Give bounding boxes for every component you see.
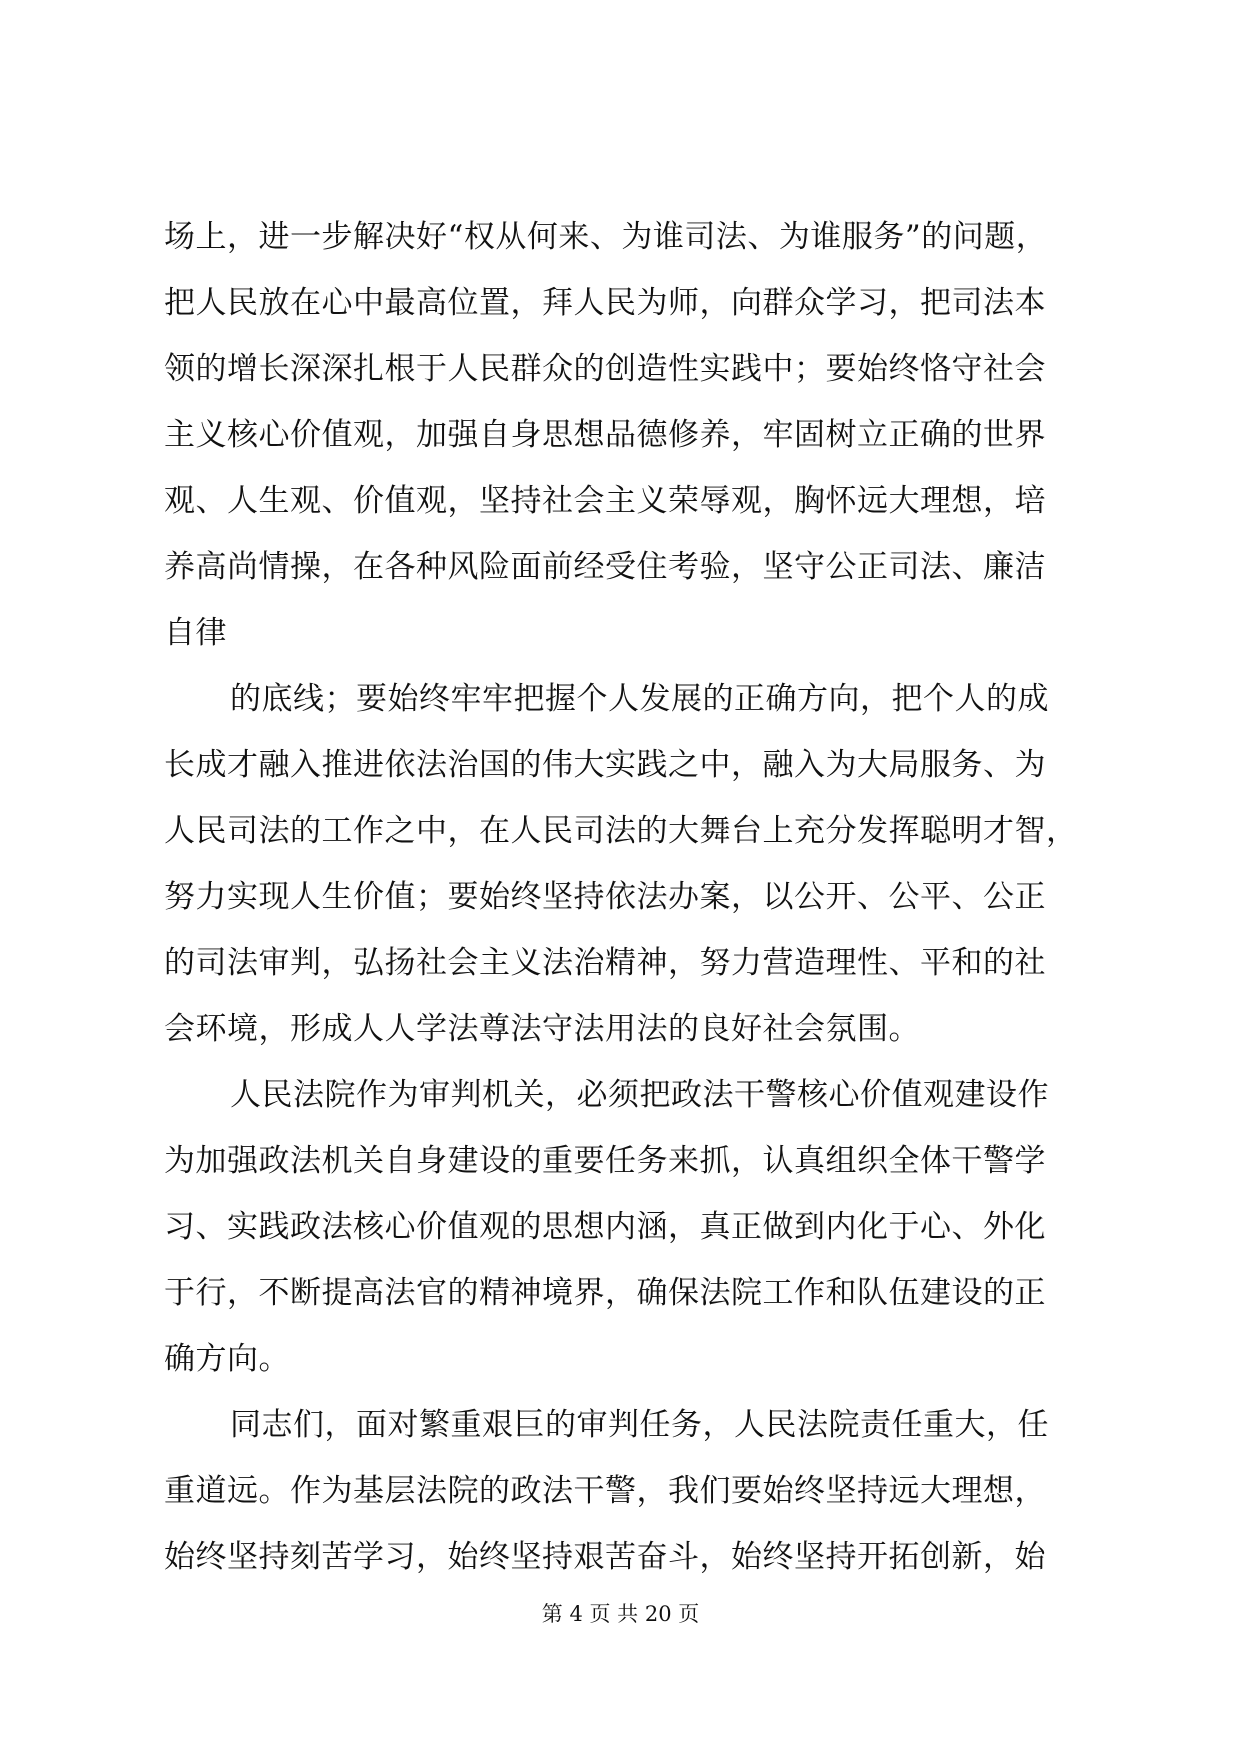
- paragraph-first-line: 同志们，面对繁重艰巨的审判任务，人民法院责任重大，任: [230, 1407, 1049, 1443]
- text-line: 场上，进一步解决好“权从何来、为谁司法、为谁服务”的问题，: [164, 219, 1048, 255]
- text-line: 养高尚情操，在各种风险面前经受住考验，坚守公正司法、廉洁: [164, 549, 1046, 585]
- text-line: 会环境，形成人人学法尊法守法用法的良好社会氛围。: [164, 1011, 920, 1047]
- text-line: 始终坚持刻苦学习，始终坚持艰苦奋斗，始终坚持开拓创新，始: [164, 1539, 1046, 1575]
- text-line: 于行，不断提高法官的精神境界，确保法院工作和队伍建设的正: [164, 1275, 1046, 1311]
- text-line: 长成才融入推进依法治国的伟大实践之中，融入为大局服务、为: [164, 747, 1046, 783]
- text-line: 确方向。: [164, 1341, 290, 1377]
- text-line: 为加强政法机关自身建设的重要任务来抓，认真组织全体干警学: [164, 1143, 1046, 1179]
- text-line: 人民司法的工作之中，在人民司法的大舞台上充分发挥聪明才智，: [164, 813, 1078, 849]
- text-line: 重道远。作为基层法院的政法干警，我们要始终坚持远大理想，: [164, 1473, 1046, 1509]
- page-number-footer: 第 4 页 共 20 页: [541, 1602, 700, 1626]
- text-line: 把人民放在心中最高位置，拜人民为师，向群众学习，把司法本: [164, 285, 1046, 321]
- paragraph-first-line: 的底线；要始终牢牢把握个人发展的正确方向，把个人的成: [230, 681, 1049, 717]
- text-line: 领的增长深深扎根于人民群众的创造性实践中；要始终恪守社会: [164, 351, 1046, 387]
- document-body: [164, 204, 1084, 1590]
- text-line: 观、人生观、价值观，坚持社会主义荣辱观，胸怀远大理想，培: [164, 483, 1046, 519]
- text-line: 努力实现人生价值；要始终坚持依法办案，以公开、公平、公正: [164, 879, 1046, 915]
- paragraph-first-line: 人民法院作为审判机关，必须把政法干警核心价值观建设作: [230, 1077, 1049, 1113]
- text-line: 习、实践政法核心价值观的思想内涵，真正做到内化于心、外化: [164, 1209, 1046, 1245]
- text-line: 主义核心价值观，加强自身思想品德修养，牢固树立正确的世界: [164, 417, 1046, 453]
- text-line: 自律: [164, 615, 227, 651]
- text-line: 的司法审判，弘扬社会主义法治精神，努力营造理性、平和的社: [164, 945, 1046, 981]
